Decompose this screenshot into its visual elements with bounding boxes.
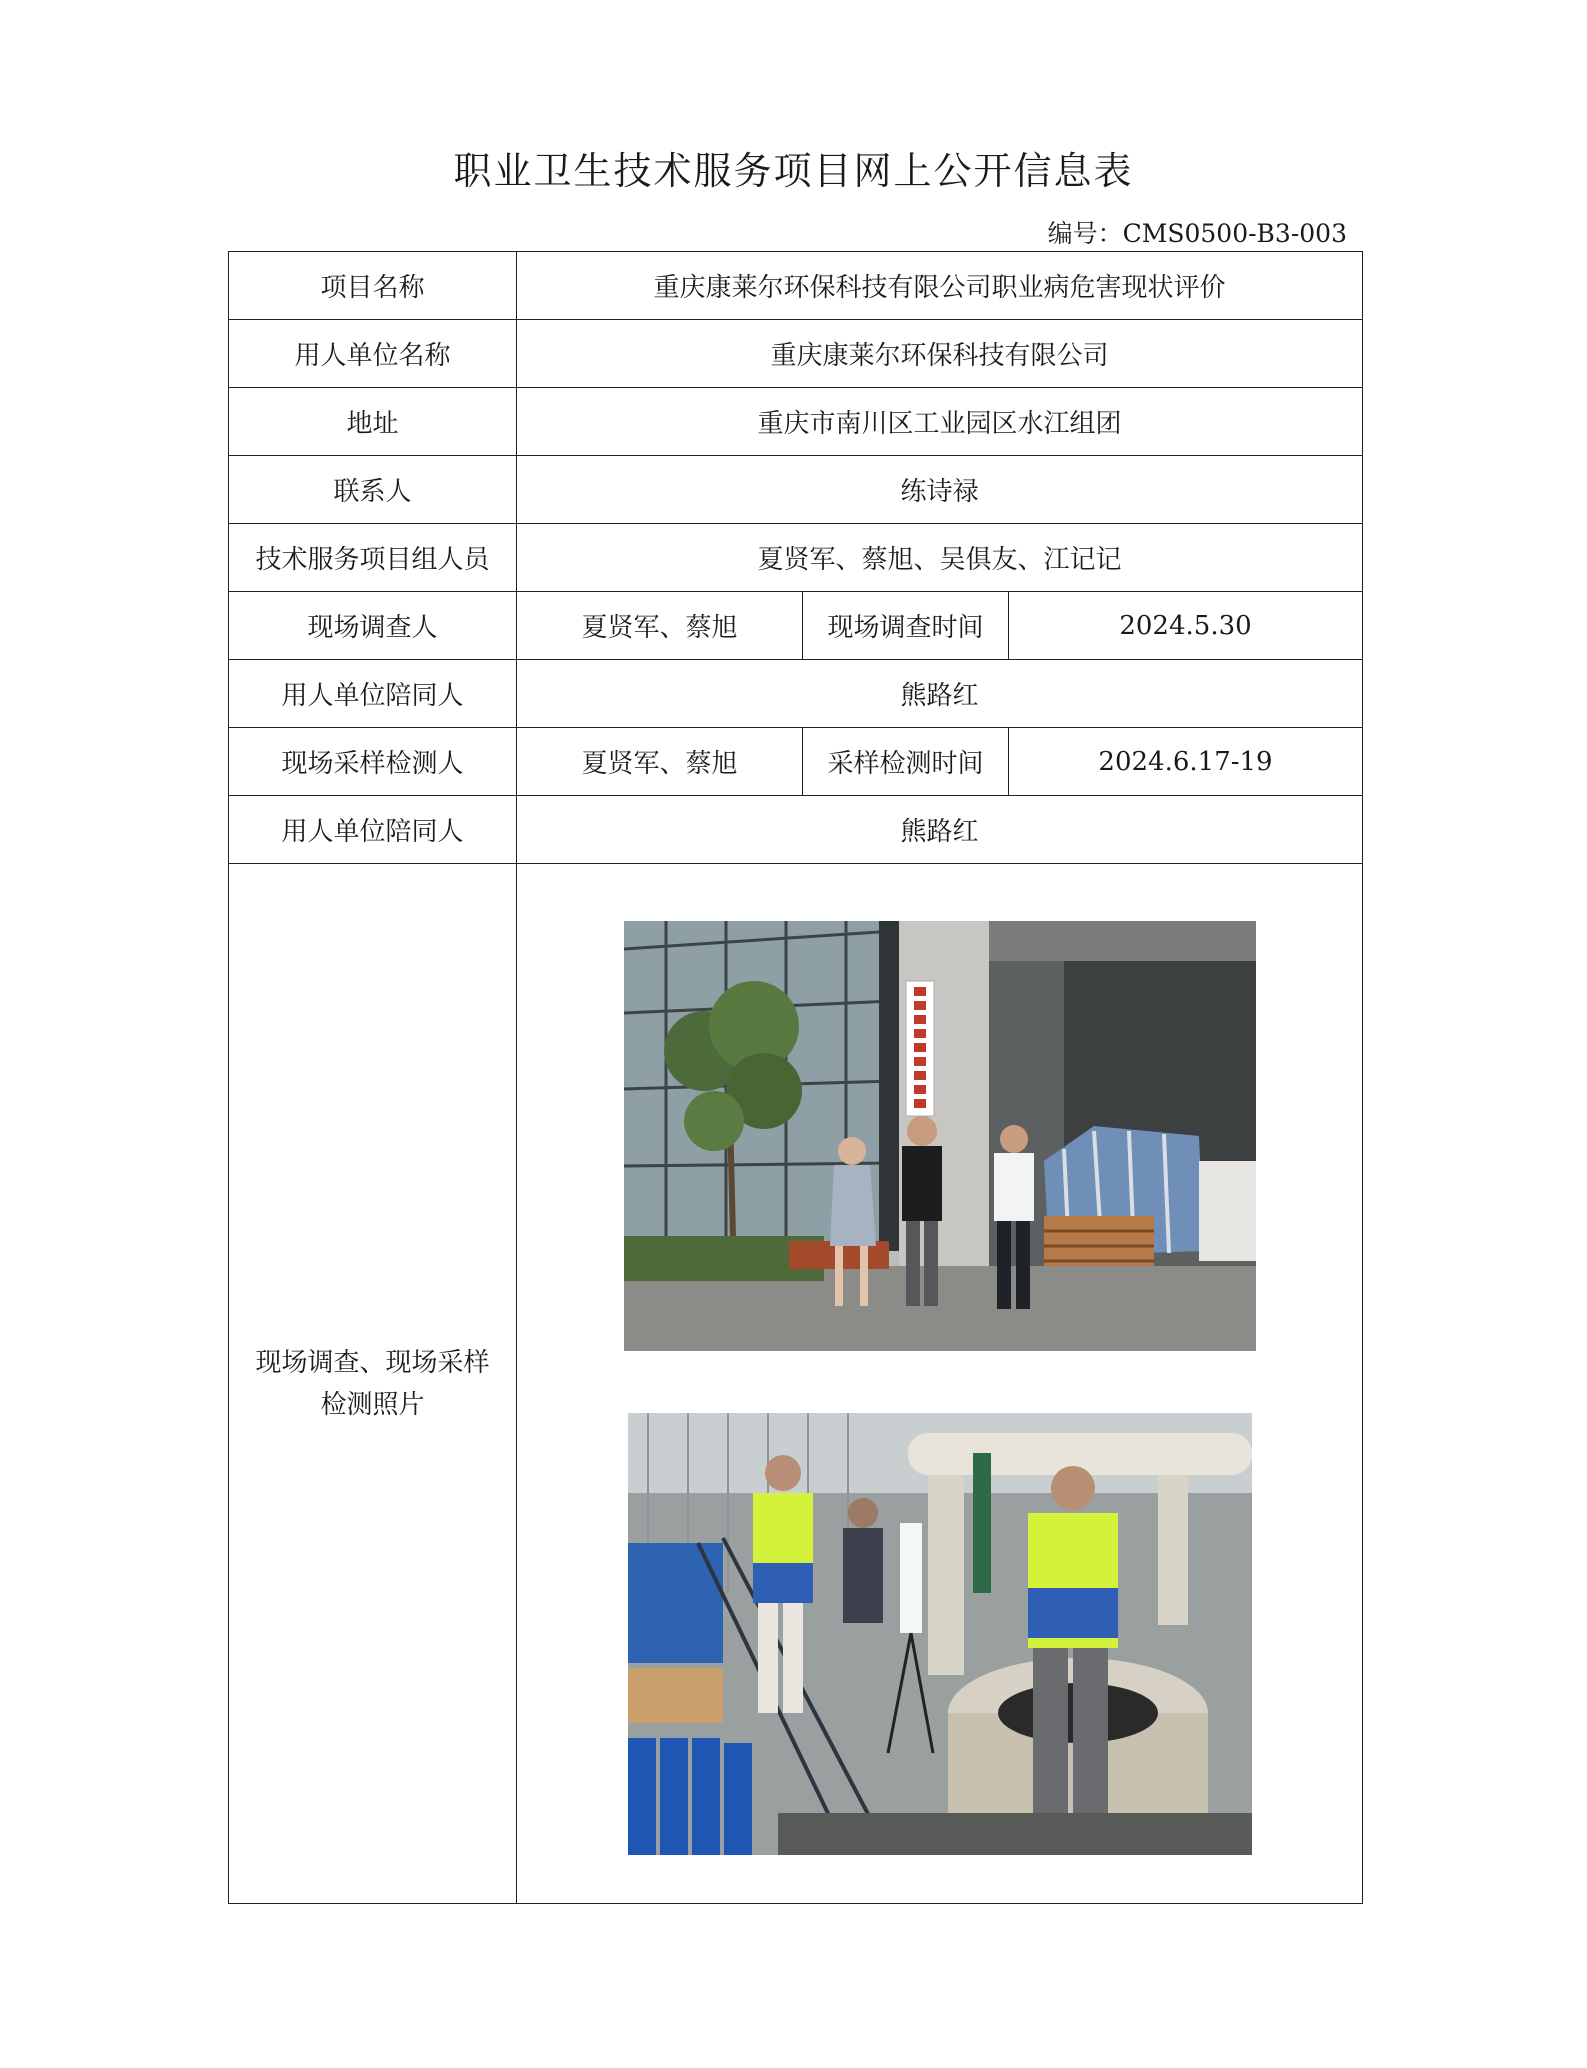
label-photos-line-2: 检测照片	[320, 1389, 425, 1420]
label-photos-line-1: 现场调查、现场采样	[255, 1347, 490, 1378]
value-project-name: 重庆康莱尔环保科技有限公司职业病危害现状评价	[517, 252, 1363, 320]
value-contact: 练诗禄	[517, 456, 1363, 524]
value-survey: 夏贤军、蔡旭	[517, 592, 803, 660]
label-address: 地址	[229, 388, 517, 456]
label-sampling: 现场采样检测人	[229, 728, 517, 796]
label-employer: 用人单位名称	[229, 320, 517, 388]
row-team	[229, 524, 1363, 592]
row-address	[229, 388, 1363, 456]
label-escort-1: 用人单位陪同人	[229, 660, 517, 728]
value-address: 重庆市南川区工业园区水江组团	[517, 388, 1363, 456]
value-escort-1: 熊路红	[517, 660, 1363, 728]
row-escort-1	[229, 660, 1363, 728]
value-survey-time: 2024.5.30	[1009, 592, 1363, 660]
info-table	[228, 251, 1363, 1904]
value-employer: 重庆康莱尔环保科技有限公司	[517, 320, 1363, 388]
value-sampling-time: 2024.6.17-19	[1009, 728, 1363, 796]
row-employer	[229, 320, 1363, 388]
label-photos	[229, 864, 517, 1904]
label-survey-time: 现场调查时间	[803, 592, 1009, 660]
value-team: 夏贤军、蔡旭、吴俱友、江记记	[517, 524, 1363, 592]
label-project-name: 项目名称	[229, 252, 517, 320]
label-survey: 现场调查人	[229, 592, 517, 660]
worker-right	[1028, 1466, 1118, 1828]
row-sampling	[229, 728, 1363, 796]
row-project-name	[229, 252, 1363, 320]
label-escort-2: 用人单位陪同人	[229, 796, 517, 864]
row-photos	[229, 864, 1363, 1904]
value-escort-2: 熊路红	[517, 796, 1363, 864]
row-escort-2	[229, 796, 1363, 864]
value-sampling: 夏贤军、蔡旭	[517, 728, 803, 796]
site-survey-photo	[624, 921, 1256, 1351]
label-contact: 联系人	[229, 456, 517, 524]
row-contact	[229, 456, 1363, 524]
row-survey	[229, 592, 1363, 660]
page-title: 职业卫生技术服务项目网上公开信息表	[453, 149, 1134, 193]
sampling-photo	[628, 1413, 1252, 1855]
document-number: 编号：CMS0500-B3-003	[1047, 219, 1347, 248]
label-team: 技术服务项目组人员	[229, 524, 517, 592]
label-sampling-time: 采样检测时间	[803, 728, 1009, 796]
photos-cell	[517, 864, 1363, 1904]
